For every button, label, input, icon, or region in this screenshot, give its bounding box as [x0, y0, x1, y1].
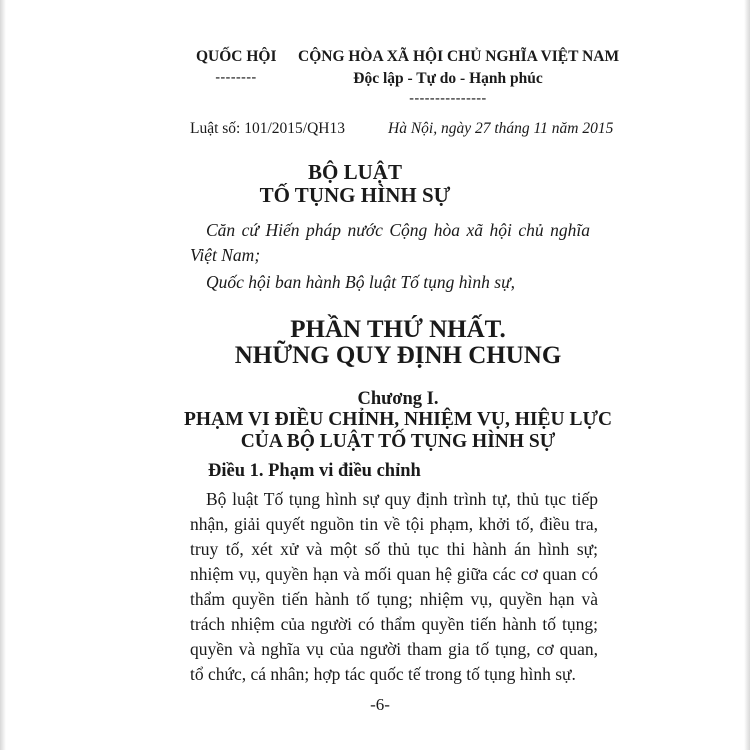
chapter-title-line2: CỦA BỘ LUẬT TỐ TỤNG HÌNH SỰ: [240, 431, 556, 452]
preamble-basis: Căn cứ Hiến pháp nước Cộng hòa xã hội chủ nghĩa Việt Nam;: [190, 220, 590, 265]
issuing-body: QUỐC HỘI: [196, 48, 277, 65]
scan-edge-left: [0, 0, 6, 750]
part-heading: PHẦN THỨ NHẤT.: [290, 316, 506, 343]
article-heading: Điều 1. Phạm vi điều chỉnh: [208, 461, 421, 481]
place-and-date: Hà Nội, ngày 27 tháng 11 năm 2015: [388, 120, 614, 137]
preamble-enactment: Quốc hội ban hành Bộ luật Tố tụng hình sự,: [206, 272, 515, 292]
article-body: Bộ luật Tố tụng hình sự quy định trình tự, thủ tục tiếp nhận, giải quyết nguồn tin về tội phạm, khởi tố, điều tra, truy tố, xét xử và một số thủ tục thi hành án hình sự; nhiệm vụ, quyền hạn và mối quan hệ giữa các cơ quan có thẩm quyền tiến hành tố tụng; nhiệm vụ, quyền hạn và trách nhiệm của người có thẩm quyền tiến hành tố tụng; quyền và nghĩa vụ của người tham gia tố tụng, cơ quan, tổ chức, cá nhân; hợp tác quốc tế trong tố tụng hình sự.: [190, 489, 598, 684]
scan-edge-right: [744, 0, 750, 750]
chapter-label: Chương I.: [357, 389, 439, 409]
part-title: NHỮNG QUY ĐỊNH CHUNG: [234, 342, 562, 369]
chapter-title-line1: PHẠM VI ĐIỀU CHỈNH, NHIỆM VỤ, HIỆU LỰC: [183, 409, 613, 430]
document-subtitle: TỐ TỤNG HÌNH SỰ: [259, 183, 451, 207]
law-number: Luật số: 101/2015/QH13: [190, 120, 345, 137]
national-title: CỘNG HÒA XÃ HỘI CHỦ NGHĨA VIỆT NAM: [298, 48, 620, 65]
national-motto: Độc lập - Tự do - Hạnh phúc: [353, 70, 543, 87]
motto-underline: ---------------: [409, 91, 487, 106]
document-title: BỘ LUẬT: [308, 160, 402, 184]
page-number: -6-: [370, 695, 390, 714]
issuing-body-underline: --------: [215, 70, 257, 85]
